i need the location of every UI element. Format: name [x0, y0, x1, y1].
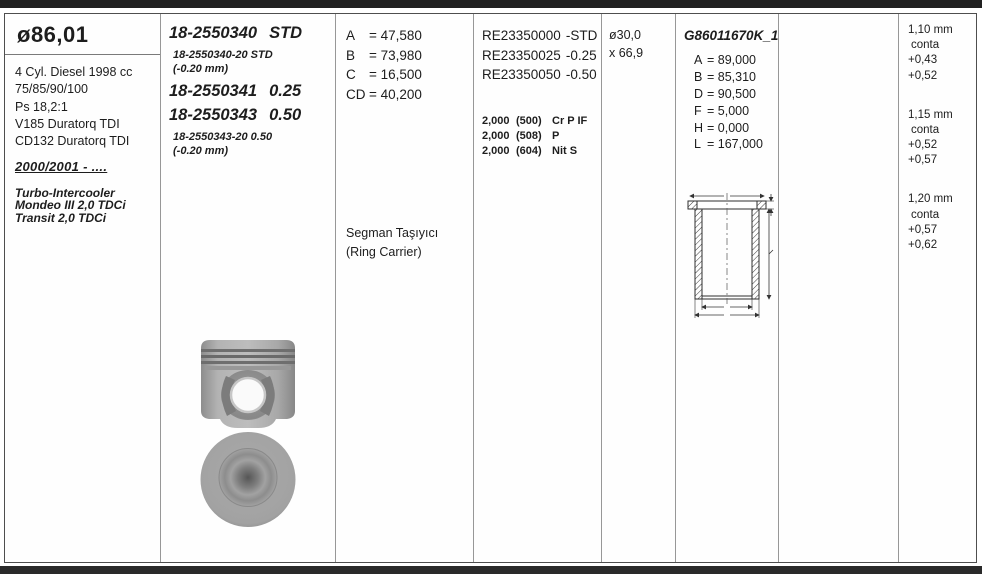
gasket-thickness: 1,20 mm [908, 193, 953, 206]
liner-part-number: G86011670K_1 [684, 28, 779, 43]
dimension-label: C [346, 67, 356, 83]
ring-part-size: -0.50 [565, 67, 597, 83]
part-note: (-0.20 mm) [173, 144, 229, 157]
gasket-option [908, 23, 976, 84]
dimension-label: A [694, 53, 703, 67]
engine-spec-line: V185 Duratorq TDI [15, 116, 120, 131]
ring-code: (508) [516, 129, 542, 142]
dimension-label: B [694, 69, 703, 84]
dimension-label: A [346, 28, 356, 43]
liner-technical-drawing [680, 192, 776, 327]
bore-diameter: ø86,01 [17, 22, 89, 47]
ring-spec-row [482, 129, 593, 144]
ring-type: Nit S [552, 145, 578, 158]
gasket-value: +0,52 [908, 139, 938, 152]
engine-spec-line: Ps 18,2:1 [15, 99, 68, 114]
ring-part-size: -0.25 [565, 47, 597, 63]
ring-spec-row [482, 114, 593, 129]
gasket-column [899, 14, 976, 562]
gasket-option [908, 192, 976, 253]
ring-height: 2,000 [482, 114, 510, 127]
application-line: Transit 2,0 TDCi [15, 210, 107, 225]
engine-spec-block [5, 55, 160, 149]
dimension-row [694, 69, 778, 86]
gasket-label: conta [911, 208, 940, 221]
piston-top-view-image [200, 431, 297, 533]
application-line: Turbo-Intercooler [15, 186, 115, 201]
part-note: (-0.20 mm) [173, 63, 229, 76]
engine-spec-line: CD132 Duratorq TDI [15, 134, 130, 148]
piston-part-number [169, 24, 327, 43]
dimension-value: = 90,500 [707, 86, 757, 101]
ring-part-size: -STD [565, 28, 598, 43]
dimension-value: = 0,000 [707, 120, 750, 135]
ring-part-number [482, 65, 597, 85]
dimension-label: F [694, 103, 702, 118]
vehicle-applications [15, 187, 150, 224]
gasket-value: +0,52 [908, 69, 938, 82]
dimension-row [694, 52, 778, 69]
dimension-label: H [694, 120, 704, 135]
piston-part-number-sub [173, 48, 327, 77]
dimension-row [346, 46, 463, 66]
dimension-row [346, 26, 463, 46]
dimension-value: = 167,000 [707, 137, 763, 152]
part-code: 18-2550343 [169, 105, 258, 124]
gasket-list [899, 14, 976, 253]
dimension-label: D [694, 86, 704, 101]
gasket-option [908, 108, 976, 169]
gasket-label: conta [911, 39, 940, 52]
ring-code: (604) [516, 145, 542, 158]
gasket-value: +0,57 [908, 223, 938, 236]
dimension-row [694, 136, 778, 153]
ring-carrier-note-tr: Segman Taşıyıcı [346, 226, 439, 240]
ring-set-column [474, 14, 602, 562]
dimension-row [694, 120, 778, 137]
piston-part-list [161, 14, 335, 158]
piston-dimension-list [336, 14, 473, 104]
ring-part-code: RE23350025 [482, 47, 561, 63]
ring-type: P [552, 129, 560, 142]
piston-part-column [161, 14, 336, 562]
ring-part-list [474, 14, 601, 159]
ring-height: 2,000 [482, 145, 510, 158]
ring-part-code: RE23350050 [482, 67, 561, 83]
dimension-value: = 73,980 [369, 47, 422, 63]
gasket-value: +0,57 [908, 154, 938, 167]
dimension-value: = 89,000 [707, 53, 757, 67]
dimension-row [346, 85, 463, 105]
dimension-value: = 85,310 [707, 69, 757, 84]
dimension-value: = 16,500 [369, 67, 422, 83]
piston-side-view-image [195, 338, 301, 435]
part-size: 0.25 [269, 81, 302, 100]
gasket-label: conta [911, 123, 940, 136]
part-size: STD [269, 24, 303, 42]
gasket-thickness: 1,15 mm [908, 108, 953, 121]
dimension-label: L [694, 137, 701, 152]
piston-part-number-sub [173, 130, 327, 159]
gasket-value: +0,62 [908, 238, 938, 251]
engine-spec-line: 4 Cyl. Diesel 1998 cc [15, 65, 133, 79]
part-code: 18-2550341 [169, 81, 258, 100]
piston-catalog-row [4, 13, 977, 563]
liner-dimension-list [676, 43, 778, 153]
piston-dimension-column [336, 14, 474, 562]
ring-part-number [482, 46, 597, 66]
empty-column [779, 14, 899, 562]
pin-diameter: ø30,0 [609, 28, 641, 42]
engine-spec-line: 75/85/90/100 [15, 82, 88, 97]
dimension-value: = 5,000 [707, 103, 750, 118]
ring-height: 2,000 [482, 129, 510, 142]
ring-spec-list [482, 114, 593, 160]
bore-header-cell [5, 14, 160, 55]
application-line: Mondeo III 2,0 TDCi [15, 198, 126, 213]
pin-size [602, 14, 675, 62]
gasket-thickness: 1,10 mm [908, 24, 953, 36]
dimension-label: B [346, 47, 356, 63]
ring-type: Cr P IF [552, 114, 588, 127]
dimension-value: = 47,580 [369, 28, 422, 43]
dimension-row [694, 103, 778, 120]
gasket-value: +0,43 [908, 54, 938, 67]
engine-spec-column [5, 14, 161, 562]
ring-spec-row [482, 144, 593, 159]
part-code: 18-2550340 [169, 24, 258, 42]
liner-column [676, 14, 779, 562]
dimension-row [694, 86, 778, 103]
piston-part-number [169, 106, 327, 125]
dimension-label: CD [346, 86, 366, 102]
ring-code: (500) [516, 114, 542, 127]
part-code: 18-2550340-20 STD [173, 49, 273, 61]
ring-carrier-note [346, 224, 438, 262]
top-black-bar [0, 0, 982, 8]
dimension-row [346, 65, 463, 85]
ring-part-code: RE23350000 [482, 28, 561, 43]
part-size: 0.50 [269, 105, 302, 124]
ring-carrier-note-en: (Ring Carrier) [346, 244, 422, 259]
pin-size-column [602, 14, 676, 562]
part-code: 18-2550343-20 0.50 [173, 130, 273, 143]
ring-part-number [482, 26, 598, 46]
piston-part-number [169, 82, 327, 101]
pin-length: x 66,9 [609, 46, 644, 61]
model-year-range: 2000/2001 - .... [15, 159, 108, 175]
dimension-value: = 40,200 [369, 86, 422, 102]
bottom-black-bar [0, 566, 982, 574]
